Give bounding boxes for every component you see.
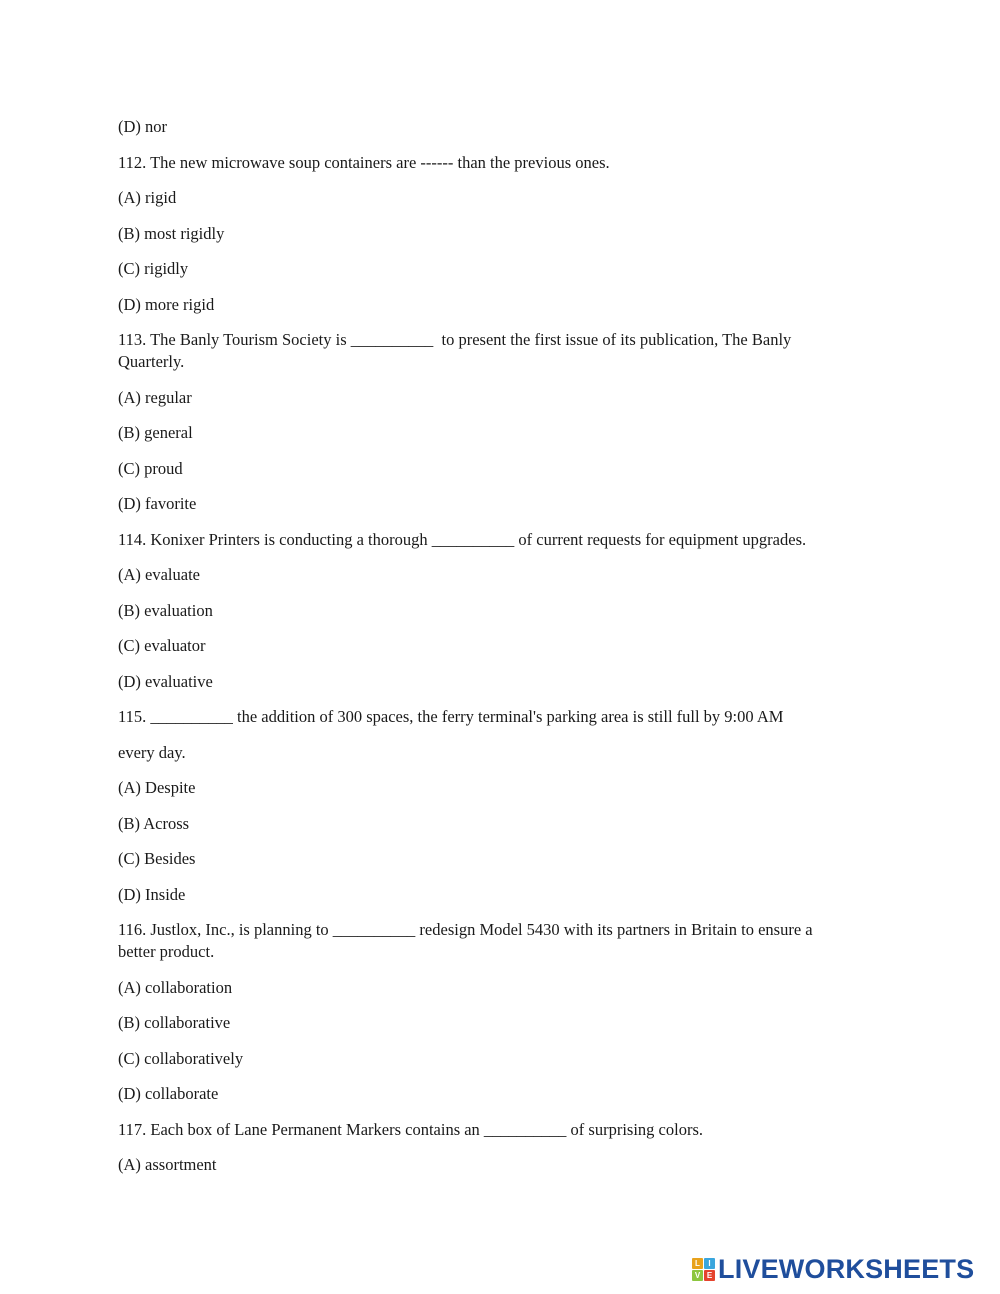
option-line: (D) nor xyxy=(118,117,168,136)
option-line: (A) collaboration xyxy=(118,977,233,997)
option-line: (A) evaluate xyxy=(118,565,200,584)
liveworksheets-logo-text: LIVEWORKSHEETS xyxy=(718,1253,975,1284)
worksheet-page xyxy=(118,116,898,1190)
option-line: (C) evaluator xyxy=(118,636,206,655)
option-line: (D) evaluative xyxy=(118,671,213,691)
liveworksheets-logo xyxy=(692,1254,974,1284)
option-line: (D) Inside xyxy=(118,884,186,904)
question-line: 113. The Banly Tourism Society is __________ to present the first issue of its publication, The Banly Quarterly. xyxy=(118,330,792,371)
question-line: 116. Justlox, Inc., is planning to __________ redesign Model 5430 with its partners in Britain to ensure a better product. xyxy=(118,920,813,961)
option-line: (B) most rigidly xyxy=(118,223,225,243)
option-line: (B) evaluation xyxy=(118,600,213,620)
question-line: every day. xyxy=(118,742,186,762)
option-line: (A) regular xyxy=(118,387,192,407)
question-line: 112. The new microwave soup containers are ------ than the previous ones. xyxy=(118,152,610,172)
logo-tile: V xyxy=(692,1270,703,1281)
option-line: (C) proud xyxy=(118,458,183,478)
option-line: (C) rigidly xyxy=(118,259,189,278)
option-line: (D) favorite xyxy=(118,494,197,513)
option-line: (D) collaborate xyxy=(118,1084,219,1103)
logo-tile: L xyxy=(692,1258,703,1269)
option-line: (A) rigid xyxy=(118,188,177,207)
question-line: 114. Konixer Printers is conducting a thorough __________ of current requests for equipment upgrades. xyxy=(118,529,807,549)
option-line: (A) Despite xyxy=(118,778,196,797)
logo-tile: I xyxy=(704,1258,715,1269)
option-line: (B) general xyxy=(118,423,193,442)
logo-tile: E xyxy=(704,1270,715,1281)
option-line: (C) collaboratively xyxy=(118,1048,244,1068)
option-line: (D) more rigid xyxy=(118,294,215,314)
liveworksheets-logo-icon xyxy=(692,1258,715,1281)
option-line: (A) assortment xyxy=(118,1155,217,1174)
option-line: (C) Besides xyxy=(118,849,196,868)
question-line: 115. __________ the addition of 300 spaces, the ferry terminal's parking area is still full by 9:00 AM xyxy=(118,707,784,726)
option-line: (B) Across xyxy=(118,813,190,833)
option-line: (B) collaborative xyxy=(118,1013,231,1032)
question-line: 117. Each box of Lane Permanent Markers contains an __________ of surprising colors. xyxy=(118,1119,704,1139)
